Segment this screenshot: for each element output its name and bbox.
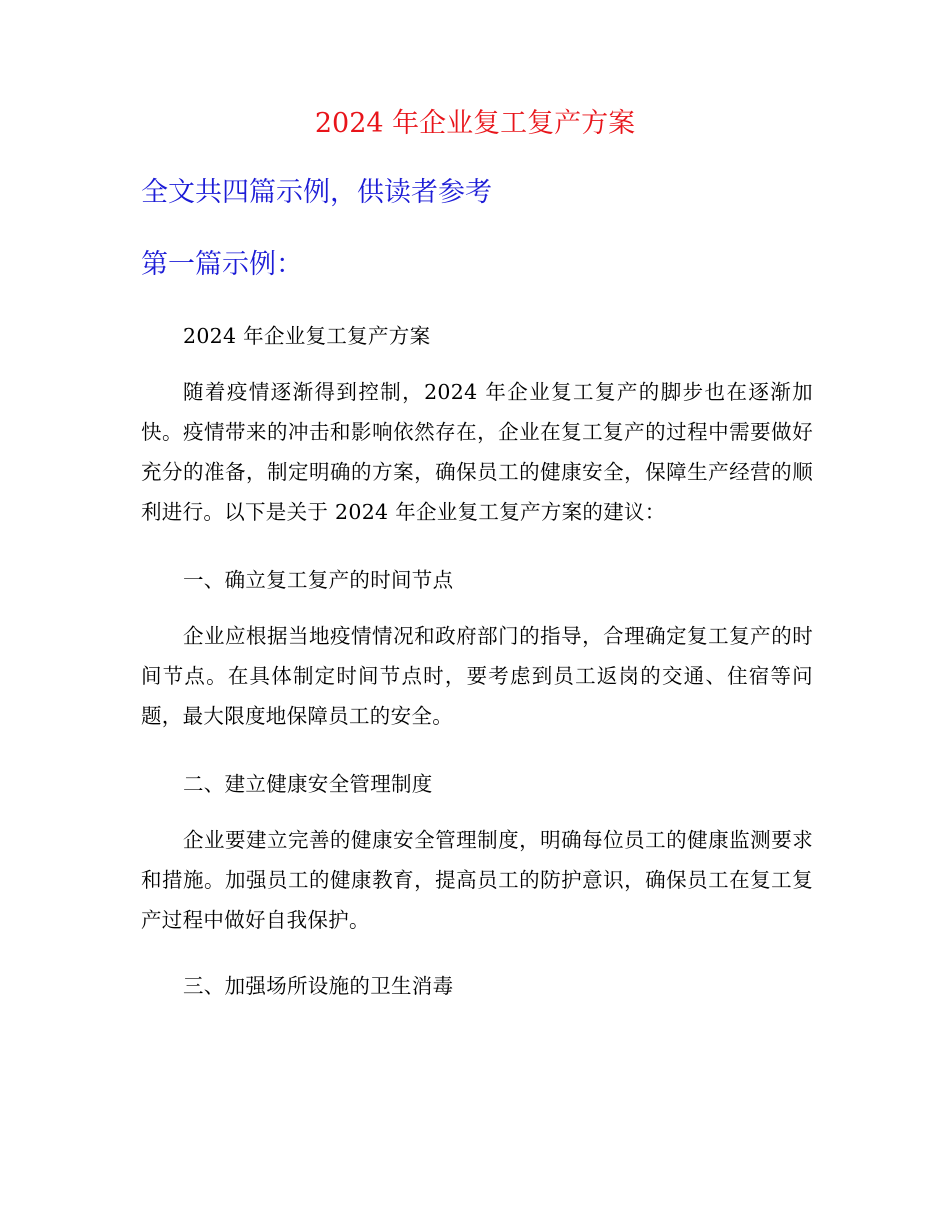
paragraph-section-2: 企业要建立完善的健康安全管理制度，明确每位员工的健康监测要求和措施。加强员工的健康教育，提高员工的防护意识，确保员工在复工复产过程中做好自我保护。 [141, 828, 813, 932]
document-title: 2024 年企业复工复产方案 [314, 108, 636, 139]
intro-heading: 全文共四篇示例，供读者参考 [141, 177, 492, 208]
paragraph-intro: 随着疫情逐渐得到控制，2024 年企业复工复产的脚步也在逐渐加快。疫情带来的冲击和影响依然存在，企业在复工复产的过程中需要做好充分的准备，制定明确的方案，确保员工的健康安全，保障生产经营的顺利进行。以下是关于 2024 年企业复工复产方案的建议： [141, 380, 813, 524]
section-heading-2: 二、建立健康安全管理制度 [183, 772, 433, 796]
section-heading-3: 三、加强场所设施的卫生消毒 [183, 974, 454, 998]
paragraph-section-1: 企业应根据当地疫情情况和政府部门的指导，合理确定复工复产的时间节点。在具体制定时间节点时，要考虑到员工返岗的交通、住宿等问题，最大限度地保障员工的安全。 [141, 624, 813, 728]
example-heading: 第一篇示例： [141, 249, 303, 280]
section-heading-1: 一、确立复工复产的时间节点 [183, 568, 454, 592]
paragraph-doc-title: 2024 年企业复工复产方案 [183, 324, 431, 348]
